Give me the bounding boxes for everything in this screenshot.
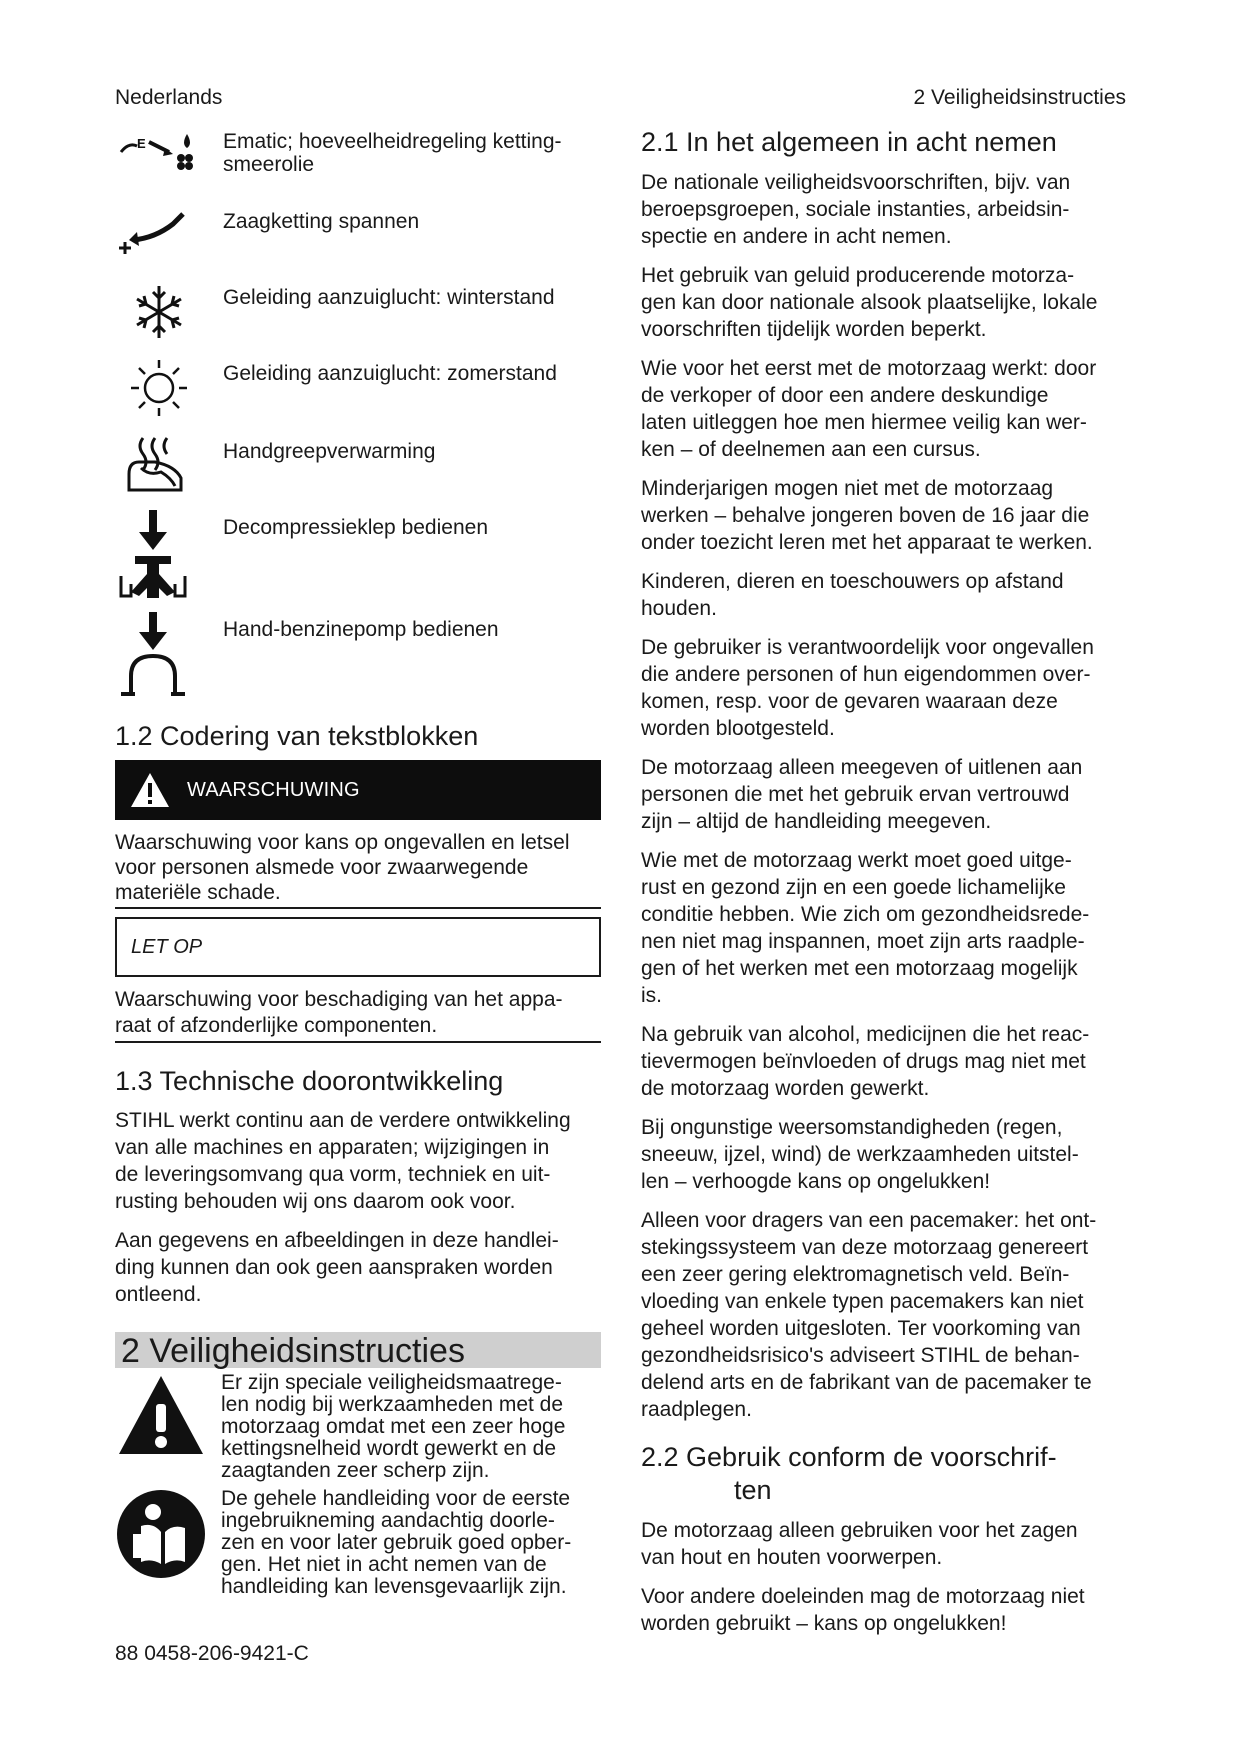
text-line: de verkoper of door een andere deskundige — [641, 384, 1049, 407]
text-line: Waarschuwing voor beschadiging van het appa- — [115, 988, 563, 1011]
section-title-2-1: 2.1 In het algemeen in acht nemen — [641, 127, 1057, 157]
paragraph — [641, 754, 1126, 835]
section-2-2-body — [641, 1517, 1126, 1637]
text-line: gen of het werken met een motorzaag mogelijk — [641, 957, 1078, 980]
primer-pump-icon — [115, 610, 223, 702]
text-line: werken – behalve jongeren boven de 16 jaar die — [641, 504, 1090, 527]
paragraph — [641, 169, 1126, 250]
text-line: van hout en houten voorwerpen. — [641, 1546, 943, 1569]
text-line: zen en voor later gebruik goed opber- — [221, 1531, 572, 1554]
text-line: De nationale veiligheidsvoorschriften, bijv. van — [641, 171, 1071, 194]
text-line: Alleen voor dragers van een pacemaker: het ont- — [641, 1209, 1097, 1232]
text-line: De gehele handleiding voor de eerste — [221, 1487, 571, 1510]
text-line: Na gebruik van alcohol, medicijnen die het reac- — [641, 1023, 1090, 1046]
paragraph — [641, 1517, 1126, 1571]
right-column — [641, 126, 1126, 1649]
danger-triangle-icon — [115, 1372, 221, 1463]
symbol-row-primer — [115, 610, 601, 706]
text-line: ding kunnen dan ook geen aanspraken worden — [115, 1256, 553, 1279]
text-line: de leveringsomvang qua vorm, techniek en uit- — [115, 1163, 551, 1186]
symbol-label: Zaagketting spannen — [223, 210, 420, 233]
warning-triangle-icon — [129, 771, 171, 809]
manual-notice-row — [115, 1488, 601, 1598]
text-line: spectie en andere in acht nemen. — [641, 225, 952, 248]
text-line: gen. Het niet in acht nemen van de — [221, 1553, 547, 1576]
text-line: is. — [641, 984, 662, 1007]
text-line: delend arts en de fabrikant van de pacemaker te — [641, 1371, 1092, 1394]
text-line: stekingssysteem van deze motorzaag genereert — [641, 1236, 1089, 1259]
chain-tension-icon — [115, 202, 223, 262]
paragraph — [641, 262, 1126, 343]
heated-handle-icon — [115, 432, 223, 498]
text-line: worden gebruikt – kans op ongelukken! — [641, 1612, 1007, 1635]
chapter-title-2: 2 Veiligheidsinstructies — [115, 1332, 601, 1368]
paragraph — [641, 568, 1126, 622]
paragraph — [641, 475, 1126, 556]
text-line: vloeding van enkele typen pacemakers kan niet — [641, 1290, 1084, 1313]
text-line: van alle machines en apparaten; wijzigingen in — [115, 1136, 550, 1159]
paragraph — [641, 1583, 1126, 1637]
paragraph — [641, 1207, 1126, 1423]
snowflake-icon — [115, 278, 223, 344]
text-line: handleiding kan levensgevaarlijk zijn. — [221, 1575, 567, 1598]
symbol-row-handle-heating — [115, 432, 601, 508]
text-line: Aan gegevens en afbeeldingen in deze handlei- — [115, 1229, 559, 1252]
text-line: worden blootgesteld. — [641, 717, 835, 740]
notice-box — [115, 917, 601, 977]
text-line: sneeuw, ijzel, wind) de werkzaamheden uitstel- — [641, 1143, 1079, 1166]
text-line: Minderjarigen mogen niet met de motorzaag — [641, 477, 1054, 500]
safety-notice-row — [115, 1372, 601, 1482]
header-language: Nederlands — [115, 86, 223, 109]
section-title-1-3: 1.3 Technische doorontwikkeling — [115, 1066, 504, 1096]
symbol-label — [223, 126, 562, 176]
text-line: ontleend. — [115, 1283, 202, 1306]
symbol-label: Hand-benzinepomp bedienen — [223, 618, 499, 641]
text-line: Het gebruik van geluid producerende motorza- — [641, 264, 1075, 287]
warning-description — [115, 820, 601, 909]
text-line: Bij ongunstige weersomstandigheden (regen, — [641, 1116, 1063, 1139]
text-line: len – verhoogde kans op ongelukken! — [641, 1170, 991, 1193]
paragraph — [641, 355, 1126, 463]
paragraph — [641, 847, 1126, 1009]
text-line: Waarschuwing voor kans op ongevallen en letsel — [115, 831, 570, 854]
symbol-row-winter — [115, 278, 601, 354]
text-line: Er zijn speciale veiligheidsmaatrege- — [221, 1371, 562, 1394]
text-line: conditie hebben. Wie zich om gezondheidsrede- — [641, 903, 1090, 926]
left-column — [115, 126, 601, 1598]
sun-icon — [115, 354, 223, 420]
text-line: laten uitleggen hoe men hiermee veilig kan wer- — [641, 411, 1087, 434]
text-line: Wie met de motorzaag werkt moet goed uitge- — [641, 849, 1072, 872]
text-line: zijn – altijd de handleiding meegeven. — [641, 810, 992, 833]
symbol-label: Geleiding aanzuiglucht: winterstand — [223, 286, 555, 309]
text-line: voor personen alsmede voor zwaarwegende — [115, 856, 529, 879]
text-line: gen kan door nationale alsook plaatselijke, lokale — [641, 291, 1098, 314]
text-line: raat of afzonderlijke componenten. — [115, 1014, 438, 1037]
text-line: die andere personen of hun eigendommen over- — [641, 663, 1091, 686]
text-line: een zeer gering elektromagnetisch veld. Beïn- — [641, 1263, 1070, 1286]
text-line: De motorzaag alleen meegeven of uitlenen aan — [641, 756, 1083, 779]
section-title-line: 2.2 Gebruik conform de voorschrif- — [641, 1442, 1057, 1472]
text-line: personen die met het gebruik ervan vertrouwd — [641, 783, 1070, 806]
text-line: ingebruikneming aandachtig doorle- — [221, 1509, 555, 1532]
symbol-row-summer — [115, 354, 601, 432]
manual-notice-text — [221, 1488, 571, 1598]
section-2-1-body — [641, 169, 1126, 1423]
footer-page-code: 88 0458-206-9421-C — [115, 1642, 309, 1665]
symbol-label: Decompressieklep bedienen — [223, 516, 488, 539]
paragraph — [641, 1114, 1126, 1195]
paragraph — [641, 634, 1126, 742]
text-line: materiële schade. — [115, 881, 281, 904]
text-line: gezondheidsrisico's adviseert STIHL de behan- — [641, 1344, 1080, 1367]
text-line: voorschriften tijdelijk worden beperkt. — [641, 318, 987, 341]
text-line: De gebruiker is verantwoordelijk voor ongevallen — [641, 636, 1094, 659]
warning-banner — [115, 760, 601, 820]
paragraph — [115, 1227, 601, 1308]
text-line: geheel worden uitgesloten. Ter voorkoming van — [641, 1317, 1081, 1340]
symbol-row-decompression — [115, 508, 601, 610]
text-line: tievermogen beïnvloeden of drugs mag niet met — [641, 1050, 1086, 1073]
symbol-label-line: smeerolie — [223, 153, 315, 176]
text-line: Voor andere doeleinden mag de motorzaag niet — [641, 1585, 1085, 1608]
warning-label: WAARSCHUWING — [187, 778, 360, 801]
text-line: ken – of deelnemen aan een cursus. — [641, 438, 981, 461]
svg-text:E: E — [137, 136, 146, 151]
symbol-row-chain-tension — [115, 202, 601, 278]
symbol-row-ematic — [115, 126, 601, 202]
symbol-label: Handgreepverwarming — [223, 440, 436, 463]
chain-oil-flow-icon — [115, 126, 223, 182]
read-manual-icon — [115, 1488, 221, 1585]
text-line: STIHL werkt continu aan de verdere ontwikkeling — [115, 1109, 571, 1132]
text-line: motorzaag omdat met een zeer hoge — [221, 1415, 566, 1438]
text-line: nen niet mag inspannen, moet zijn arts raadple- — [641, 930, 1085, 953]
text-line: Wie voor het eerst met de motorzaag werkt: door — [641, 357, 1097, 380]
text-line: Kinderen, dieren en toeschouwers op afstand — [641, 570, 1064, 593]
text-line: rusting behouden wij ons daarom ook voor. — [115, 1190, 516, 1213]
section-title-1-2: 1.2 Codering van tekstblokken — [115, 721, 479, 751]
symbol-label: Geleiding aanzuiglucht: zomerstand — [223, 362, 557, 385]
paragraph — [641, 1021, 1126, 1102]
text-line: kettingsnelheid wordt gewerkt en de — [221, 1437, 557, 1460]
text-line: De motorzaag alleen gebruiken voor het zagen — [641, 1519, 1078, 1542]
section-title-2-2 — [641, 1441, 1126, 1507]
decompression-valve-icon — [115, 508, 223, 604]
paragraph — [115, 1107, 601, 1215]
text-line: houden. — [641, 597, 717, 620]
safety-notice-text — [221, 1372, 565, 1482]
symbol-label-line: Ematic; hoeveelheidregeling ketting- — [223, 130, 562, 153]
text-line: len nodig bij werkzaamheden met de — [221, 1393, 564, 1416]
notice-label: LET OP — [131, 935, 203, 958]
notice-description — [115, 977, 601, 1043]
text-line: komen, resp. voor de gevaren waaraan deze — [641, 690, 1058, 713]
text-line: de motorzaag worden gewerkt. — [641, 1077, 930, 1100]
header-chapter: 2 Veiligheidsinstructies — [913, 86, 1126, 109]
text-line: rust en gezond zijn en een goede lichamelijke — [641, 876, 1066, 899]
text-line: raadplegen. — [641, 1398, 752, 1421]
text-line: beroepsgroepen, sociale instanties, arbeidsin- — [641, 198, 1070, 221]
section-title-line: ten — [734, 1475, 772, 1505]
text-line: onder toezicht leren met het apparaat te werken. — [641, 531, 1093, 554]
text-line: zaagtanden zeer scherp zijn. — [221, 1459, 490, 1482]
